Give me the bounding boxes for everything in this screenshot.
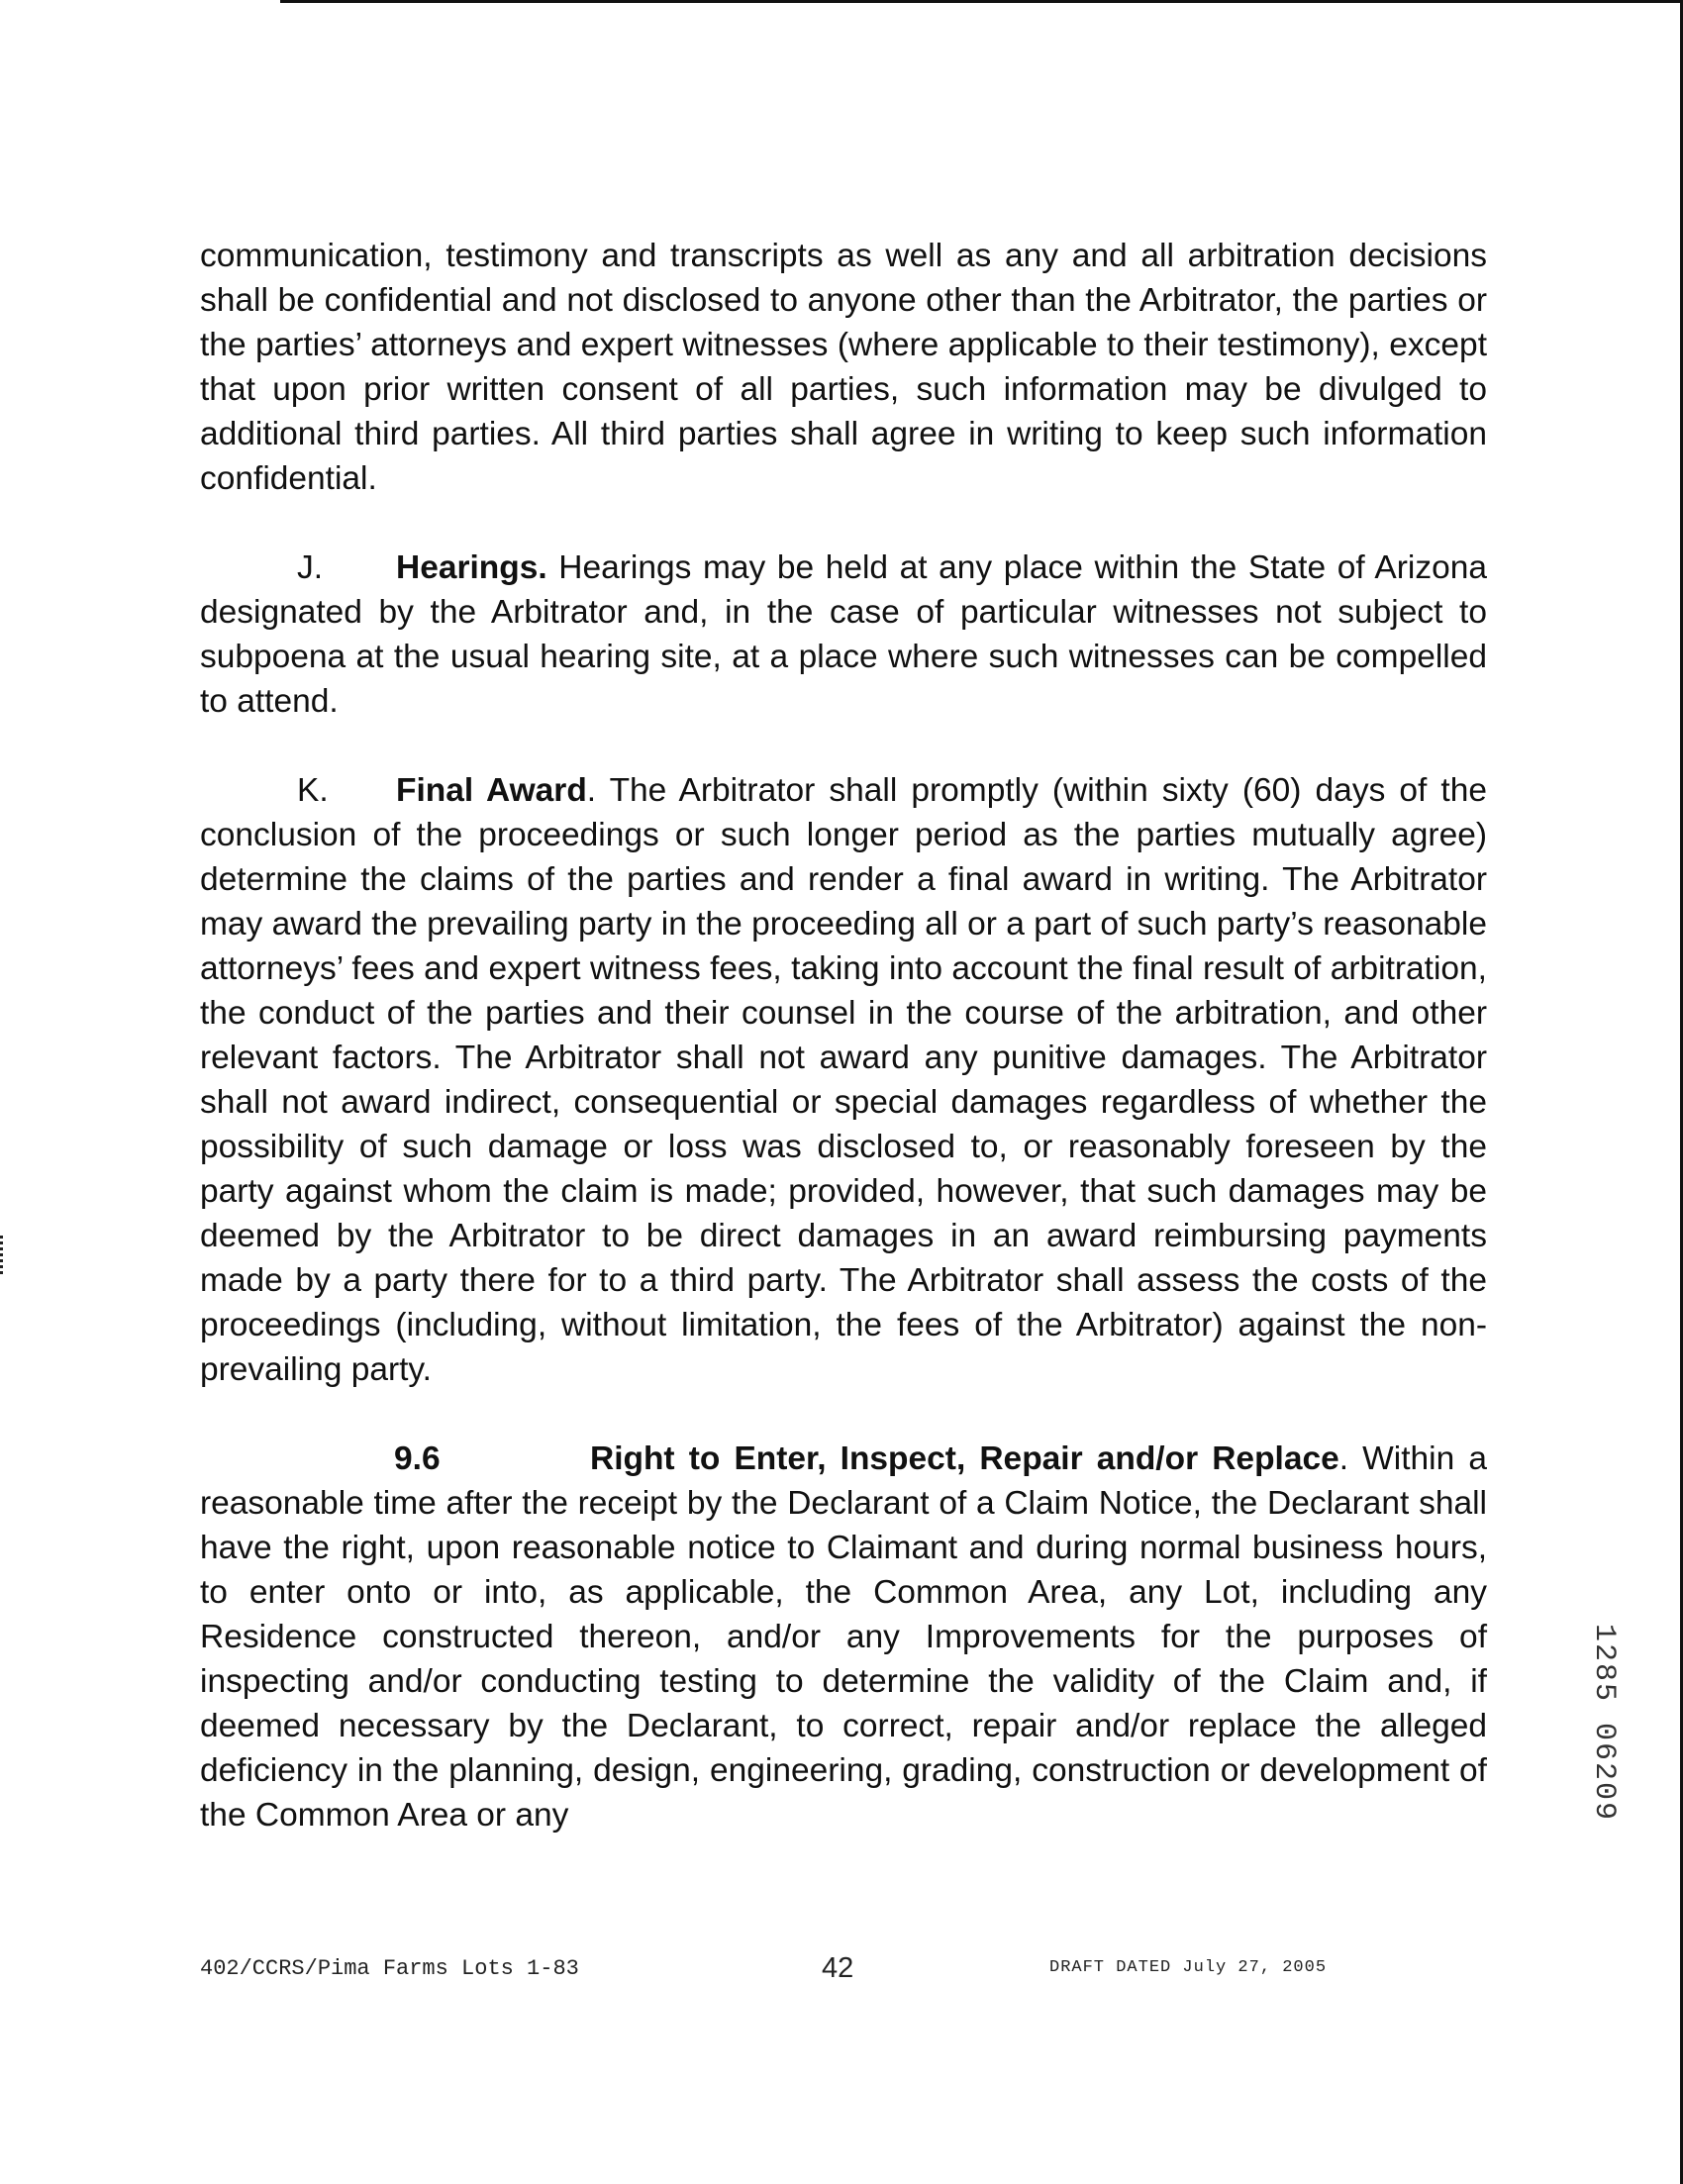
left-edge-mark: [0, 1236, 3, 1275]
paragraph-spacer: [200, 1392, 1487, 1437]
section-k-final-award: [200, 768, 1487, 1392]
recording-stamp: [1574, 1584, 1634, 1861]
footer-doc-reference: 402/CCRS/Pima Farms Lots 1-83: [200, 1956, 579, 1981]
document-body: [200, 234, 1487, 1837]
section-j-text: Hearings may be held at any place within the State of Arizona designated by the Arbitrator and, in the case of particular witnesses not subject to subpoena at the usual hearing site, at a place where such witnesses can be compelled to attend.: [200, 549, 1487, 720]
section-9-6-number: 9.6: [394, 1440, 441, 1477]
footer-page-number: 42: [822, 1952, 854, 1984]
section-k-heading: Final Award: [396, 772, 587, 809]
section-9-6-right-to-enter: [200, 1437, 1487, 1837]
section-9-6-text: . Within a reasonable time after the receipt by the Declarant of a Claim Notice, the Declarant shall have the right, upon reasonable notice to Claimant and during normal business hours, to enter onto or into, as applicable, the Common Area, any Lot, including any Residence constructed thereon, and/or any Improvements for the purposes of inspecting and/or conducting testing to determine the validity of the Claim and, if deemed necessary by the Declarant, to correct, repair and/or replace the alleged deficiency in the planning, design, engineering, grading, construction or development of the Common Area or any: [200, 1440, 1487, 1834]
section-j-letter: J.: [297, 549, 324, 586]
top-border-line: [280, 0, 1683, 3]
paragraph-confidentiality: communication, testimony and transcripts as well as any and all arbitration decisions shall be confidential and not disclosed to anyone other than the Arbitrator, the parties or the parties’ attorneys and expert witnesses (where applicable to their testimony), except that upon prior written consent of all parties, such information may be divulged to additional third parties. All third parties shall agree in writing to keep such information confidential.: [200, 238, 1487, 497]
footer-draft-date: DRAFT DATED July 27, 2005: [1049, 1958, 1328, 1977]
recording-stamp-number: 1285 06209: [1587, 1623, 1621, 1823]
paragraph-spacer: [200, 501, 1487, 546]
paragraph-spacer: [200, 724, 1487, 768]
section-k-letter: K.: [297, 772, 329, 809]
section-j-heading: Hearings.: [396, 549, 547, 586]
section-9-6-heading: Right to Enter, Inspect, Repair and/or Replace: [590, 1440, 1339, 1477]
section-k-text: . The Arbitrator shall promptly (within sixty (60) days of the conclusion of the proceedings or such longer period as the parties mutually agree) determine the claims of the parties and render a final award in writing. The Arbitrator may award the prevailing party in the proceeding all or a part of such party’s reasonable attorneys’ fees and expert witness fees, taking into account the final result of arbitration, the conduct of the parties and their counsel in the course of the arbitration, and other relevant factors. The Arbitrator shall not award any punitive damages. The Arbitrator shall not award indirect, consequential or special damages regardless of whether the possibility of such damage or loss was disclosed to, or reasonably foreseen by the party against whom the claim is made; provided, however, that such damages may be deemed by the Arbitrator to be direct damages in an award reimbursing payments made by a party there for to a third party. The Arbitrator shall assess the costs of the proceedings (including, without limitation, the fees of the Arbitrator) against the non-prevailing party.: [200, 772, 1487, 1388]
section-j-hearings: [200, 546, 1487, 724]
